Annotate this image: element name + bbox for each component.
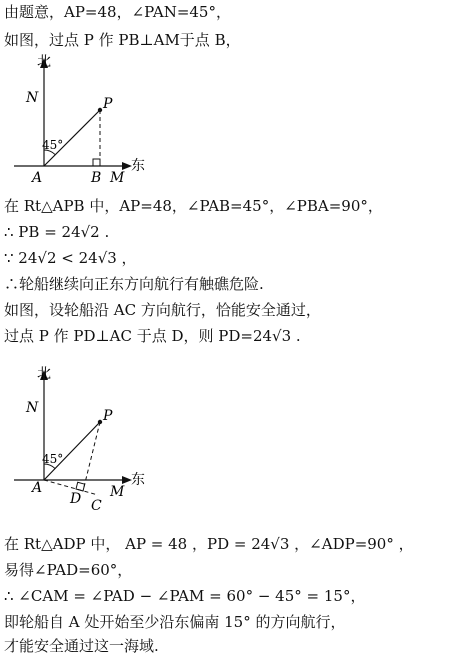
label-angle: 45° — [42, 138, 64, 152]
label-a: A — [32, 480, 43, 496]
text-line-13: 才能安全通过这一海域. — [4, 637, 159, 655]
label-angle: 45° — [42, 452, 64, 466]
figure-2-diagram — [0, 360, 160, 520]
text-line-11: ∴ ∠CAM = ∠PAD − ∠PAM = 60° − 45° = 15°， — [4, 587, 366, 605]
label-m: M — [110, 170, 125, 186]
text-line-10: 易得∠PAD=60°， — [4, 561, 133, 579]
label-p: P — [103, 96, 113, 112]
figure-1-diagram — [0, 50, 160, 190]
text-line-9: 在 Rt△ADP 中， AP = 48 ，PD = 24√3 ，∠ADP=90° ， — [4, 535, 414, 553]
label-a: A — [32, 170, 43, 186]
text-line-2: 如图，过点 P 作 PB⊥AM于点 B， — [4, 31, 241, 49]
label-n: N — [26, 90, 39, 106]
label-east: 东 — [131, 472, 145, 488]
label-north: 北 — [37, 366, 51, 382]
segment-ap — [44, 422, 100, 480]
label-d: D — [70, 491, 82, 507]
text-line-5: ∵ 24√2 < 24√3 ， — [4, 249, 137, 267]
text-line-6: ∴轮船继续向正东方向航行有触礁危险. — [4, 275, 264, 293]
label-p: P — [103, 408, 113, 424]
right-angle-mark — [93, 159, 100, 166]
label-n: N — [26, 400, 39, 416]
text-line-12: 即轮船自 A 处开始至少沿东偏南 15° 的方向航行， — [4, 613, 346, 631]
label-east: 东 — [131, 158, 145, 174]
text-line-8: 过点 P 作 PD⊥AC 于点 D，则 PD=24√3 . — [4, 327, 301, 345]
text-line-3: 在 Rt△APB 中，AP=48，∠PAB=45°，∠PBA=90°， — [4, 197, 383, 215]
label-c: C — [91, 498, 102, 514]
segment-pd — [83, 422, 100, 491]
label-m: M — [110, 484, 125, 500]
label-b: B — [91, 170, 102, 186]
text-line-7: 如图，设轮船沿 AC 方向航行，恰能安全通过， — [4, 301, 321, 319]
text-line-1: 由题意，AP=48，∠PAN=45°， — [4, 3, 231, 21]
label-north: 北 — [37, 54, 51, 70]
text-line-4: ∴ PB = 24√2 . — [4, 223, 110, 241]
